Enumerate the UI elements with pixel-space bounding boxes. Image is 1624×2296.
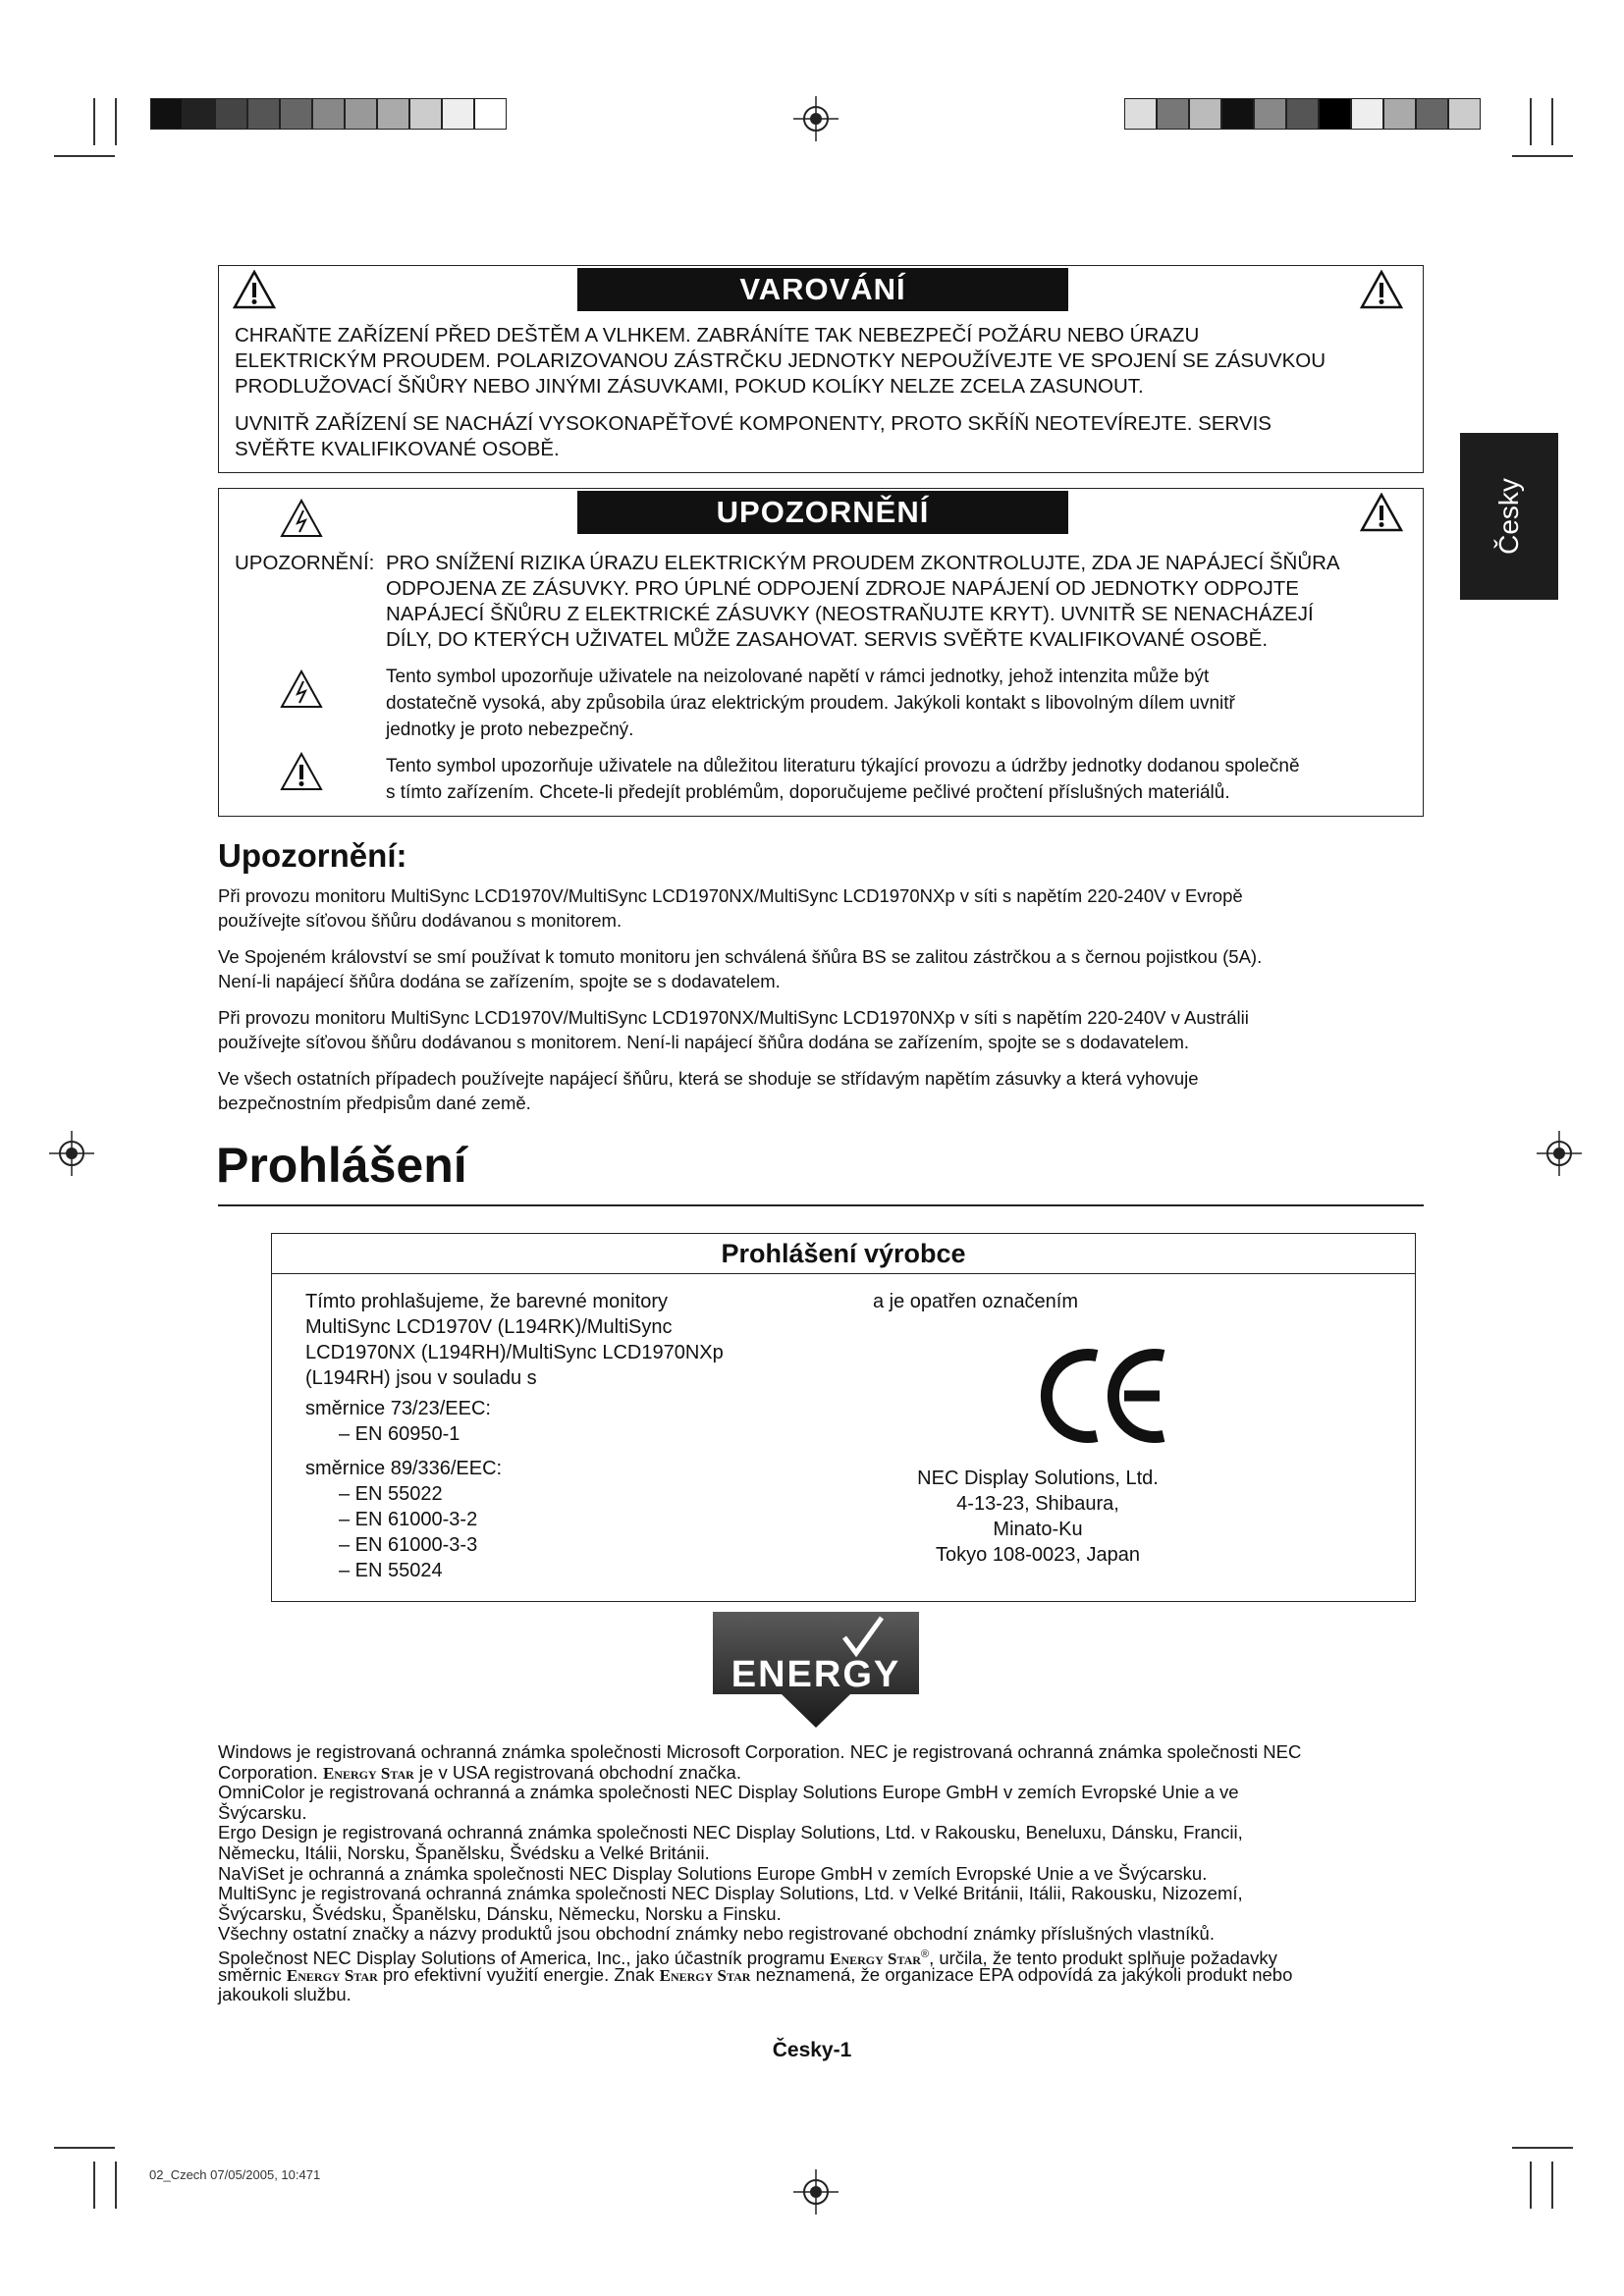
trademark-line: Společnost NEC Display Solutions of America, Inc., jako účastník programu Energy Star®, určila, že tento produkt splňuje požadavky [218,1948,1277,1969]
caution-line: DÍLY, DO KTERÝCH UŽIVATEL MŮŽE ZASAHOVAT. SERVIS SVĚŘTE KVALIFIKOVANÉ OSOBĚ. [386,628,1269,651]
warning-title: VAROVÁNÍ [577,268,1068,311]
heading-rule [218,1204,1424,1206]
directive-label: směrnice 89/336/EEC: [305,1458,503,1479]
caution-line: NAPÁJECÍ ŠŇŮRU Z ELEKTRICKÉ ZÁSUVKY (NEOSTRAŇUJTE KRYT). UVNITŘ SE NENACHÁZEJÍ [386,603,1314,625]
trademark-line: Ergo Design je registrovaná ochranná známka společnosti NEC Display Solutions, Ltd. v Rakousku, Beneluxu, Dánsku, Francii, [218,1822,1243,1843]
declaration-text-line: (L194RH) jsou v souladu s [305,1367,537,1389]
notice-paragraph-line: Není-li napájecí šňůra dodána se zařízením, spojte se s dodavatelem. [218,971,781,991]
symbol-description-line: dostatečně vysoká, aby způsobila úraz elektrickým proudem. Jakýkoli kontakt s libovolným dílem uvnitř [386,693,1235,714]
trademark-line: Všechny ostatní značky a názvy produktů jsou obchodní známky nebo registrované obchodní známky příslušných vlastníků. [218,1923,1215,1945]
warning-line: PRODLUŽOVACÍ ŠŇŮRY NEBO JINÝMI ZÁSUVKAMI, POKUD KOLÍKY NELZE ZCELA ZASUNOUT. [235,375,1144,398]
caution-title: UPOZORNĚNÍ [577,491,1068,534]
notice-paragraph-line: bezpečnostním předpisům dané země. [218,1093,531,1113]
symbol-description-line: jednotky je proto nebezpečný. [386,720,634,740]
directive-standard: – EN 61000-3-2 [339,1509,478,1530]
warning-line: SVĚŘTE KVALIFIKOVANÉ OSOBĚ. [235,438,560,460]
declaration-box-title: Prohlášení výrobce [272,1234,1415,1274]
warning-triangle-icon [233,270,276,309]
directive-label: směrnice 73/23/EEC: [305,1398,491,1419]
trademark-line: OmniColor je registrovaná ochranná a známka společnosti NEC Display Solutions Europe GmbH v zemích Evropské Unie a ve [218,1782,1239,1803]
trademark-line: Švýcarsku, Švédsku, Španělsku, Dánsku, Německu, Norsku a Finsku. [218,1902,782,1924]
declaration-text-line: LCD1970NX (L194RH)/MultiSync LCD1970NXp [305,1342,724,1363]
address-line: Tokyo 108-0023, Japan [936,1544,1140,1566]
trademark-line: Německu, Itálii, Norsku, Španělsku, Švédsku a Velké Británii. [218,1842,710,1863]
notice-paragraph-line: používejte síťovou šňůru dodávanou s monitorem. Není-li napájecí šňůra dodána se zařízením, spojte se s dodavatelem. [218,1032,1190,1052]
warning-box [218,265,1424,473]
address-line: Minato-Ku [993,1519,1083,1540]
notice-paragraph-line: Při provozu monitoru MultiSync LCD1970V/MultiSync LCD1970NX/MultiSync LCD1970NXp v síti s napětím 220-240V v Evropě [218,885,1243,906]
color-calibration-bar-left [150,98,507,130]
declaration-text-line: MultiSync LCD1970V (L194RK)/MultiSync [305,1316,673,1338]
directive-standard: – EN 55022 [339,1483,443,1505]
warning-triangle-icon [1360,270,1403,309]
notice-paragraph-line: Ve Spojeném království se smí používat k tomuto monitoru jen schválená šňůra BS se zalitou zástrčkou a s černou pojistkou (5A). [218,946,1263,967]
notice-paragraph-line: Při provozu monitoru MultiSync LCD1970V/MultiSync LCD1970NX/MultiSync LCD1970NXp v síti s napětím 220-240V v Austrálii [218,1007,1249,1028]
side-tab-label: Česky [1493,478,1524,555]
symbol-description-line: s tímto zařízením. Chcete-li předejít problémům, doporučujeme pečlivé pročtení příslušných materiálů. [386,782,1230,803]
caution-box [218,488,1424,817]
trademark-line: Švýcarsku. [218,1801,307,1823]
trademark-line: jakoukoli službu. [218,1984,352,2005]
address-line: 4-13-23, Shibaura, [956,1493,1119,1515]
language-side-tab [1460,433,1558,600]
notice-paragraph-line: používejte síťovou šňůru dodávanou s monitorem. [218,910,623,931]
registration-mark-icon [793,2169,839,2215]
directive-standard: – EN 55024 [339,1560,443,1581]
address-line: NEC Display Solutions, Ltd. [917,1468,1159,1489]
electric-shock-icon [280,669,323,709]
electric-shock-icon [280,499,323,538]
trademark-line: směrnic Energy Star pro efektivní využití energie. Znak Energy Star neznamená, že organizace EPA odpovídá za jakýkoli produkt nebo [218,1963,1293,1985]
manufacturer-declaration-box [271,1233,1416,1602]
warning-line: ELEKTRICKÝM PROUDEM. POLARIZOVANOU ZÁSTRČKU JEDNOTKY NEPOUŽÍVEJTE VE SPOJENÍ SE ZÁSUVKOU [235,349,1326,372]
ce-intro-text: a je opatřen označením [873,1291,1079,1312]
caution-line: PRO SNÍŽENÍ RIZIKA ÚRAZU ELEKTRICKÝM PROUDEM ZKONTROLUJTE, ZDA JE NAPÁJECÍ ŠŇŮRA [386,552,1340,574]
directive-standard: – EN 61000-3-3 [339,1534,478,1556]
warning-line: UVNITŘ ZAŘÍZENÍ SE NACHÁZÍ VYSOKONAPĚŤOVÉ KOMPONENTY, PROTO SKŘÍŇ NEOTEVÍREJTE. SERVIS [235,412,1272,435]
warning-triangle-icon [1360,493,1403,532]
energy-logo-text: ENERGY [731,1654,901,1695]
caution-label: UPOZORNĚNÍ: [235,552,375,574]
footer-slug: 02_Czech 07/05/2005, 10:471 [149,2167,321,2182]
declaration-heading: Prohlášení [216,1138,467,1193]
color-calibration-bar-right [1124,98,1481,130]
notice-heading: Upozornění: [218,837,407,874]
caution-line: ODPOJENA ZE ZÁSUVKY. PRO ÚPLNÉ ODPOJENÍ ZDROJE NAPÁJENÍ OD JEDNOTKY ODPOJTE [386,577,1299,600]
trademark-line: MultiSync je registrovaná ochranná známka společnosti NEC Display Solutions, Ltd. v Velké Británii, Itálii, Rakousku, Nizozemí, [218,1883,1243,1904]
declaration-text-line: Tímto prohlašujeme, že barevné monitory [305,1291,669,1312]
trademark-line: Windows je registrovaná ochranná známka společnosti Microsoft Corporation. NEC je registrovaná ochranná známka společnosti NEC [218,1741,1302,1762]
directive-standard: – EN 60950-1 [339,1423,460,1445]
ce-mark-icon [1038,1342,1171,1450]
page-number: Česky-1 [772,2039,852,2061]
symbol-description-line: Tento symbol upozorňuje uživatele na neizolované napětí v rámci jednotky, jehož intenzita může být [386,667,1210,687]
warning-line: CHRAŇTE ZAŘÍZENÍ PŘED DEŠTĚM A VLHKEM. ZABRÁNÍTE TAK NEBEZPEČÍ POŽÁRU NEBO ÚRAZU [235,324,1200,347]
trademark-line: Corporation. Energy Star je v USA registrovaná obchodní značka. [218,1761,741,1783]
registration-mark-icon [793,96,839,141]
warning-triangle-icon [280,752,323,791]
trademark-line: NaViSet je ochranná a známka společnosti NEC Display Solutions Europe GmbH v zemích Evropské Unie a ve Švýcarsku. [218,1862,1208,1884]
registration-mark-icon [49,1131,94,1176]
energy-star-logo [713,1612,919,1730]
registration-mark-icon [1537,1131,1582,1176]
symbol-description-line: Tento symbol upozorňuje uživatele na důležitou literaturu týkající provozu a údržby jednotky dodanou společně [386,756,1300,776]
notice-paragraph-line: Ve všech ostatních případech používejte napájecí šňůru, která se shoduje se střídavým napětím zásuvky a která vyhovuje [218,1068,1199,1089]
